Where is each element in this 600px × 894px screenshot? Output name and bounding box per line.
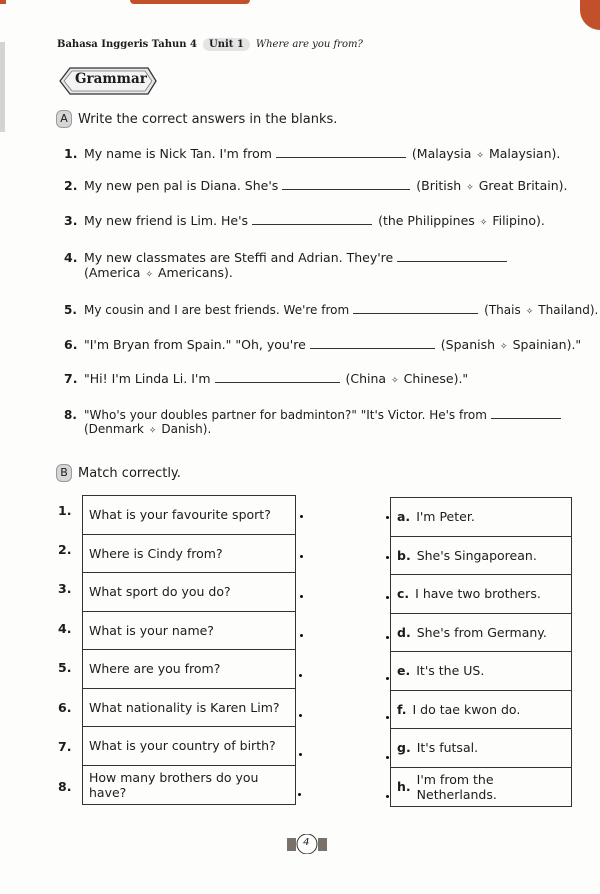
answers-table [390,497,572,807]
section-a-title [56,110,337,128]
row-number: 4. [58,621,72,636]
match-dot[interactable] [386,795,389,798]
question-cell: Where are you from? [83,650,295,689]
question-cell: Where is Cindy from? [83,535,295,574]
diamond-icon: ✧ [145,270,153,280]
answer-cell: d. She's from Germany. [391,614,571,653]
book-title: Bahasa Inggeris Tahun 4 [57,39,197,50]
question-5: 5. My cousin and I are best friends. We're from (Thais ✧ Thailand). [64,303,599,317]
match-dot[interactable] [386,556,389,559]
question-2: 2. My new pen pal is Diana. She's (British ✧ Great Britain). [64,178,568,193]
match-dot[interactable] [386,516,389,519]
question-cell: How many brothers do you have? [89,769,259,800]
match-dot[interactable] [386,756,389,759]
match-dot[interactable] [300,634,303,637]
answer-cell: a. I'm Peter. [391,498,571,537]
grammar-label: Grammar [75,71,147,87]
answer-cell: h. I'm from the Netherlands. [397,771,497,802]
page-edge-mark [0,0,6,4]
page-number: 4 [303,837,310,848]
match-dot[interactable] [299,753,302,756]
row-number: 5. [58,660,72,675]
answer-blank[interactable] [215,381,340,383]
section-b-title [56,464,181,482]
question-3: 3. My new friend is Lim. He's (the Philippines ✧ Filipino). [64,213,545,228]
question-7: 7. "Hi! I'm Linda Li. I'm (China ✧ Chinese)." [64,371,469,386]
answer-cell: g. It's futsal. [391,729,571,768]
diamond-icon: ✧ [476,151,484,161]
section-b-badge: B [56,464,72,482]
answer-blank[interactable] [353,312,478,314]
row-number: 3. [58,581,72,596]
answer-blank[interactable] [397,260,507,262]
unit-title: Where are you from? [255,39,363,50]
question-6: 6. "I'm Bryan from Spain." "Oh, you're (Spanish ✧ Spainian)." [64,337,582,352]
match-dot[interactable] [298,793,301,796]
diamond-icon: ✧ [479,218,488,228]
question-cell: What is your favourite sport? [83,496,295,535]
match-dot[interactable] [386,636,389,639]
match-dot[interactable] [300,595,303,598]
answer-blank[interactable] [310,347,435,349]
answer-cell: c. I have two brothers. [391,575,571,614]
row-number: 7. [58,739,72,754]
section-a-badge: A [56,110,72,128]
match-dot[interactable] [300,555,303,558]
question-cell: What nationality is Karen Lim? [83,689,295,728]
question-cell: What is your name? [83,612,295,651]
section-b-instruction: Match correctly. [78,465,181,481]
questions-table [82,495,296,805]
answer-blank[interactable] [276,156,406,158]
match-dot[interactable] [386,677,389,680]
question-1: 1. My name is Nick Tan. I'm from (Malaysia ✧ Malaysian). [64,146,561,161]
match-dot[interactable] [299,714,302,717]
answer-blank[interactable] [282,188,410,190]
match-dot[interactable] [299,674,302,677]
row-number: 1. [58,503,72,518]
page-header [57,38,363,51]
diamond-icon: ✧ [148,426,157,436]
row-number: 2. [58,542,72,557]
diamond-icon: ✧ [525,307,534,317]
question-8: 8. "Who's your doubles partner for badminton?" "It's Victor. He's from (Denmark ✧ Danish). [64,408,574,436]
page-number-badge [287,834,327,854]
row-number: 8. [58,779,72,794]
question-cell: What sport do you do? [83,573,295,612]
row-number: 6. [58,700,72,715]
match-dot[interactable] [386,716,389,719]
answer-blank[interactable] [491,417,561,419]
match-dot[interactable] [300,515,303,518]
answer-cell: b. She's Singaporean. [391,537,571,576]
grammar-badge [58,66,158,96]
top-decoration [130,0,250,4]
answer-cell: e. It's the US. [391,652,571,691]
match-dot[interactable] [386,596,389,599]
unit-label: Unit 1 [203,38,250,51]
corner-decoration [580,0,600,30]
diamond-icon: ✧ [466,183,474,193]
diamond-icon: ✧ [500,342,508,352]
diamond-icon: ✧ [391,376,399,386]
question-cell: What is your country of birth? [83,727,295,766]
answer-blank[interactable] [252,223,372,225]
answer-cell: f. I do tae kwon do. [391,691,571,730]
binding-strip [0,42,5,132]
section-a-instruction: Write the correct answers in the blanks. [78,111,338,127]
question-4: 4. My new classmates are Steffi and Adrian. They're (America ✧ Americans). [64,250,574,280]
